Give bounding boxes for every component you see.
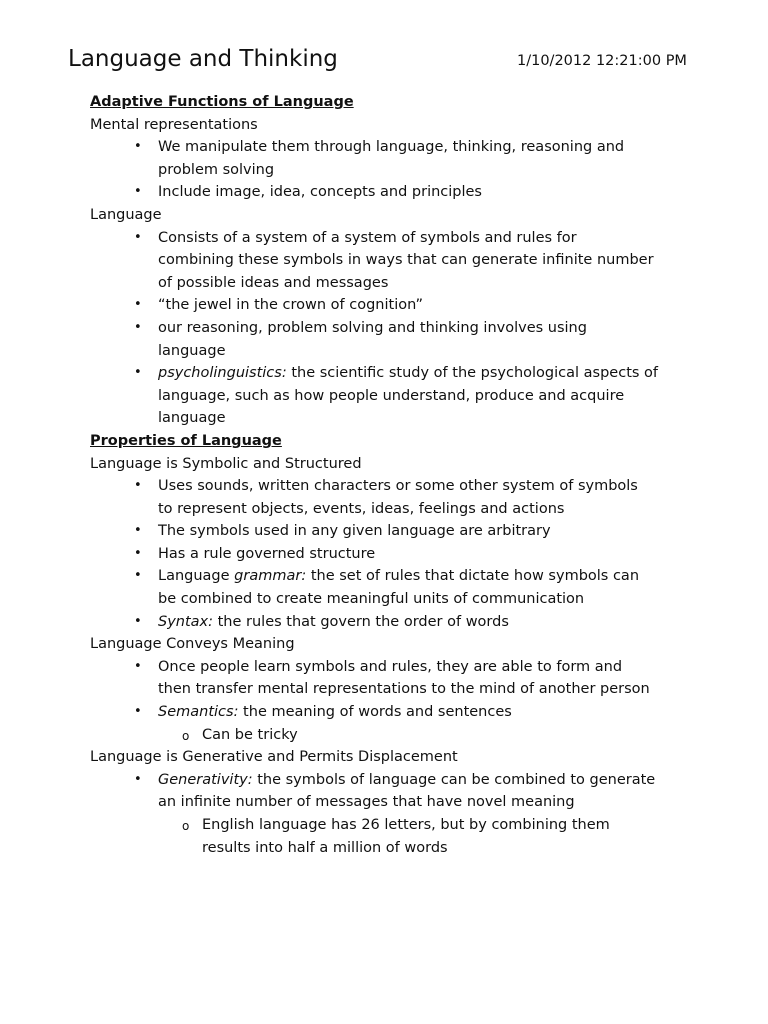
- bullet-text-line: [158, 701, 700, 724]
- page-title: Language and Thinking: [68, 46, 338, 72]
- definition-text: the scientific study of the psychological aspects of: [286, 365, 659, 382]
- topic-label-mental-representations: Mental representations: [90, 116, 258, 133]
- term-syntax: Syntax:: [158, 613, 214, 630]
- page-datetime: 1/10/2012 12:21:00 PM: [517, 53, 687, 69]
- bullet-item: [90, 656, 700, 701]
- bullet-text-line: language: [158, 410, 226, 427]
- bullet-item: [90, 475, 700, 520]
- definition-text: the set of rules that dictate how symbols can: [306, 568, 640, 585]
- term-grammar: grammar:: [234, 568, 307, 585]
- bullet-icon: •: [134, 771, 142, 787]
- bullet-item: [90, 181, 700, 204]
- definition-text: the rules that govern the order of words: [213, 613, 509, 630]
- bullet-item: [90, 294, 700, 317]
- bullet-text-line: language, such as how people understand, produce and acquire: [158, 387, 625, 404]
- bullet-text-line: Include image, idea, concepts and principles: [158, 184, 482, 201]
- sub-bullet-item: [90, 814, 700, 859]
- bullet-text-line: [158, 769, 700, 792]
- bullet-text-line: then transfer mental representations to the mind of another person: [158, 681, 650, 698]
- bullet-text-line: combining these symbols in ways that can generate infinite number: [158, 252, 654, 269]
- document-body: [90, 91, 700, 859]
- topic-label-symbolic: Language is Symbolic and Structured: [90, 455, 362, 472]
- sub-bullet-text-line: Can be tricky: [202, 726, 298, 743]
- circle-bullet-icon: o: [182, 819, 190, 833]
- bullet-icon: •: [134, 704, 142, 720]
- bullet-text-line: an infinite number of messages that have novel meaning: [158, 794, 575, 811]
- bullet-icon: •: [134, 545, 142, 561]
- bullet-icon: •: [134, 613, 142, 629]
- bullet-item: [90, 317, 700, 362]
- bullet-text-line: Has a rule governed structure: [158, 545, 376, 562]
- section-heading-properties: Properties of Language: [90, 432, 282, 449]
- definition-text: the symbols of language can be combined to generate: [252, 771, 656, 788]
- bullet-icon: •: [134, 568, 142, 584]
- topic-label-meaning: Language Conveys Meaning: [90, 636, 295, 653]
- bullet-item-grammar: [90, 565, 700, 610]
- bullet-text-line: to represent objects, events, ideas, feelings and actions: [158, 500, 565, 517]
- sub-bullet-text-line: English language has 26 letters, but by combining them: [202, 817, 610, 833]
- bullet-text-line: [158, 362, 700, 385]
- bullet-text-line: of possible ideas and messages: [158, 274, 389, 291]
- bullet-icon: •: [134, 229, 142, 245]
- bullet-item: [90, 520, 700, 543]
- bullet-text-line: Consists of a system of a system of symbols and rules for: [158, 229, 577, 246]
- bullet-item-syntax: [90, 611, 700, 634]
- sub-bullet-text-line: results into half a million of words: [202, 839, 448, 856]
- bullet-item-semantics: [90, 701, 700, 724]
- bullet-text-line: problem solving: [158, 161, 275, 178]
- bullet-text-line: language: [158, 342, 226, 359]
- bullet-text-line: be combined to create meaningful units of communication: [158, 591, 585, 608]
- bullet-icon: •: [134, 523, 142, 539]
- bullet-item-psycholinguistics: [90, 362, 700, 430]
- bullet-text-line: The symbols used in any given language are arbitrary: [158, 523, 551, 540]
- bullet-item-generativity: [90, 769, 700, 814]
- term-psycholinguistics: psycholinguistics:: [158, 365, 287, 382]
- bullet-icon: •: [134, 365, 142, 381]
- bullet-item: [90, 136, 700, 181]
- bullet-text-line: We manipulate them through language, thinking, reasoning and: [158, 139, 625, 156]
- topic-label-generative: Language is Generative and Permits Displacement: [90, 749, 458, 766]
- bullet-icon: •: [134, 658, 142, 674]
- circle-bullet-icon: o: [182, 728, 190, 743]
- bullet-icon: •: [134, 319, 142, 335]
- bullet-item: [90, 227, 700, 295]
- bullet-text-line: our reasoning, problem solving and thinking involves using: [158, 319, 587, 336]
- definition-text: the meaning of words and sentences: [238, 704, 512, 721]
- bullet-icon: •: [134, 478, 142, 494]
- bullet-text-line: “the jewel in the crown of cognition”: [158, 297, 424, 314]
- term-generativity: Generativity:: [158, 771, 253, 788]
- bullet-icon: •: [134, 139, 142, 155]
- grammar-prefix: Language: [158, 568, 235, 585]
- sub-bullet-item: [90, 724, 700, 747]
- bullet-text-line: Once people learn symbols and rules, they are able to form and: [158, 658, 623, 675]
- bullet-text-line: [158, 565, 700, 588]
- bullet-icon: •: [134, 184, 142, 200]
- bullet-text-line: Uses sounds, written characters or some other system of symbols: [158, 478, 638, 495]
- section-heading-adaptive: Adaptive Functions of Language: [90, 94, 354, 110]
- term-semantics: Semantics:: [158, 704, 239, 721]
- bullet-text-line: [158, 611, 700, 634]
- bullet-item: [90, 543, 700, 566]
- bullet-icon: •: [134, 297, 142, 313]
- topic-label-language: Language: [90, 206, 162, 223]
